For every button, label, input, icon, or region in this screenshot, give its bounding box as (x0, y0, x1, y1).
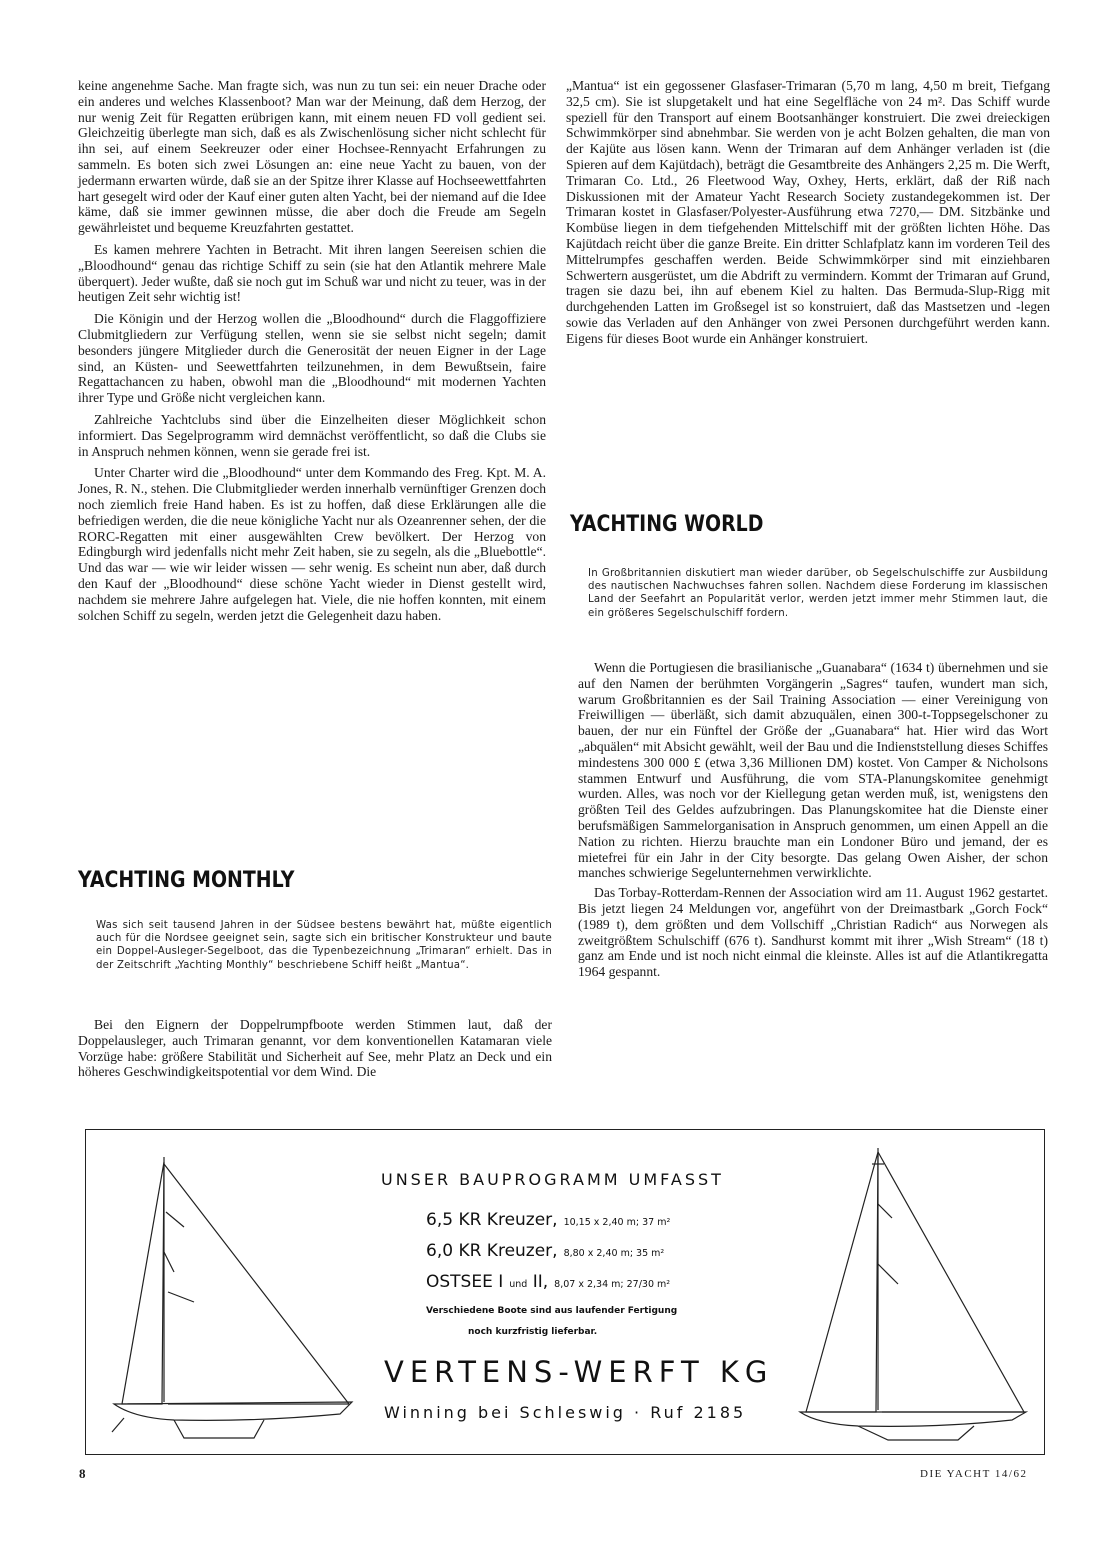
paragraph: Wenn die Portugiesen die brasilianische „Guanabara“ (1634 t) übernehmen und sie auf den Namen der berühmten Vorgängerin „Sagres“ taufen, wundert man sich, warum Großbritannien es der Sail Training Association — einer Vereinigung von Freiwilligen — überläßt, sich damit abzuquälen, einen 300-t-Toppsegelschoner zu bauen, der nur ein Fünftel der Größe der „Guanabara“ hat. Hier wird das Wort „abquälen“ mit Absicht gewählt, weil der Bau und die Indienststellung dieses Schiffes mindestens 300 000 £ (etwa 3,36 Millionen DM) kostet. Von Camper & Nicholsons stammen Entwurf und Ausführung, die vom STA-Planungskomitee genehmigt wurden. Alles, was noch vor der Kiellegung getan werden muß, ist, wenigstens den größten Teil des Geldes aufzubringen. Das Planungskomitee hat die Dienste einer berufsmäßigen Sammelorganisation in Anspruch genommen, um einen Appell an die Nation zu richten. Hierzu brauchte man ein Londoner Büro und jemand, der es mietefrei für ein Jahr in der City besorgte. Das gelang Owen Aisher, der schon manches schwierige Segelunternehmen verwirklichte. (578, 660, 1048, 881)
product-name: II, (532, 1272, 549, 1292)
ad-product-line (426, 1272, 670, 1292)
product-connector: und (509, 1279, 528, 1290)
advertisement (85, 1129, 1045, 1455)
product-name: 6,5 KR Kreuzer, (426, 1210, 558, 1230)
sailboat-illustration-left (104, 1152, 354, 1442)
paragraph: Zahlreiche Yachtclubs sind über die Einzelheiten dieser Möglichkeit schon informiert. Das Segelprogramm wird demnächst veröffentlicht, so daß die Clubs sie in Anspruch nehmen können, wenn sie gerade frei ist. (78, 411, 546, 459)
left-column (78, 78, 546, 629)
product-spec: 8,80 x 2,40 m; 35 m² (563, 1248, 665, 1259)
product-spec: 8,07 x 2,34 m; 27/30 m² (554, 1279, 671, 1290)
section-heading-yachting-monthly: YACHTING MONTHLY (78, 868, 295, 893)
paragraph: Das Torbay-Rotterdam-Rennen der Association wird am 11. August 1962 gestartet. Bis jetzt liegen 24 Meldungen vor, angeführt von der Dreimastbark „Gorch Fock“ (1989 t), dem größten und dem Vollschiff „Christian Radich“ aus Norwegen als zweitgrößtem Schulschiff (676 t). Sandhurst kommt mit ihrer „Wish Stream“ (18 t) ganz am Ende und ist noch nicht einmal die kleinste. Alles ist auf die Atlantikregatta 1964 gespannt. (578, 885, 1048, 980)
paragraph: Die Königin und der Herzog wollen die „Bloodhound“ durch die Flaggoffiziere Clubmitgliedern zur Verfügung stellen, wenn sie sie selbst nicht segeln; damit besonders jüngere Mitglieder durch die Generosität der neuen Eigner in der Lage sind, an Küsten- und Seewettfahrten teilzunehmen, in dem Bewußtsein, faire Regattachancen zu haben, obwohl man die „Bloodhound“ mit modernen Yachten ihrer Type und Größe nicht vergleichen kann. (78, 311, 546, 406)
section-heading-yachting-world: YACHTING WORLD (570, 512, 764, 537)
ad-note: noch kurzfristig lieferbar. (468, 1327, 598, 1337)
footer-magazine-issue: DIE YACHT 14/62 (920, 1468, 1028, 1480)
ad-company-name: VERTENS-WERFT KG (384, 1355, 774, 1389)
paragraph: „Mantua“ ist ein gegossener Glasfaser-Trimaran (5,70 m lang, 4,50 m breit, Tiefgang 32,5 cm). Sie ist slupgetakelt und hat eine Segelfläche von 24 m². Das Schiff wurde speziell für den Transport auf einem Bootsanhänger konstruiert. Die zwei dreieckigen Schwimmkörper sind abnehmbar. Sie werden von je acht Bolzen gehalten, die man von der Kajüte aus lösen kann. Wenn der Trimaran auf dem Anhänger verladen ist (die Spieren auf dem Kajütdach), beträgt die Gesamtbreite des Anhängers 2,25 m. Die Werft, Trimaran Co. Ltd., 26 Fleetwood Way, Oxhey, Herts, erklärt, daß der Riß nach Diskussionen mit der Amateur Yacht Research Society zustandegekommen ist. Der Trimaran kostet in Glasfaser/Polyester-Ausführung etwa 7270,— DM. Sitzbänke und Kombüse liegen in dem tiefgehenden Mittelschiff mit der größten lichten Höhe. Das Kajütdach reicht über die ganze Breite. Ein dritter Schlafplatz kann im vorderen Teil des Mittelrumpfes geschaffen werden. Beide Schwimmkörper sind mit einziehbaren Schwertern ausgerüstet, um die Abdrift zu vermindern. Kommt der Trimaran auf Grund, tragen sie dazu bei, ihn auf ebenem Kiel zu halten. Das Bermuda-Slup-Rigg mit durchgehenden Latten im Großsegel ist so konstruiert, daß das Mastsetzen und -legen sowie das Verladen auf den Anhänger von zwei Personen durchgeführt werden kann. Eigens für dieses Boot wurde ein Anhänger konstruiert. (566, 78, 1050, 346)
right-column (566, 78, 1050, 353)
lead-paragraph: In Großbritannien diskutiert man wieder darüber, ob Segelschulschiffe zur Ausbildung des nautischen Nachwuchses fahren sollen. Nachdem diese Forderung im klassischen Land der Seefahrt an Popularität verlor, werden jetzt immer mehr Stimmen laut, die ein größeres Segelschulschiff fordern. (588, 568, 1048, 619)
sailboat-illustration-right (798, 1144, 1028, 1442)
product-name: 6,0 KR Kreuzer, (426, 1241, 558, 1261)
article-body (578, 660, 1048, 984)
ad-address: Winning bei Schleswig · Ruf 2185 (384, 1403, 747, 1422)
paragraph: Unter Charter wird die „Bloodhound“ unter dem Kommando des Freg. Kpt. M. A. Jones, R. N., stehen. Die Clubmitglieder werden innerhalb vernünftiger Grenzen doch noch ziemlich freie Hand haben. Es ist zu hoffen, daß diese Erklärungen alle die befriedigen werden, die die neue königliche Yacht nur als Ozeanrenner sehen, der die RORC-Regatten mit einer ausgewählten Crew bevölkert. Der Herzog von Edingburgh wird jedenfalls nicht mehr Zeit haben, sie zu segeln, als die „Bluebottle“. Und das war — wie wir leider wissen — sehr wenig. Es scheint nun aber, daß durch den Kauf der „Bloodhound“ diese schöne Yacht wieder in Dienst gestellt wird, nachdem sie mehrere Jahre aufgelegen hat. Viele, die nie hoffen konnten, mit einem solchen Schiff zu segeln, werden jetzt die Gelegenheit dazu haben. (78, 465, 546, 623)
product-spec: 10,15 x 2,40 m; 37 m² (563, 1217, 671, 1228)
article-body (78, 1017, 552, 1080)
paragraph: Bei den Eignern der Doppelrumpfboote werden Stimmen laut, daß der Doppelausleger, auch Trimaran genannt, vor dem konventionellen Katamaran viele Vorzüge habe: größere Stabilität und Sicherheit auf See, mehr Platz an Deck und ein höheres Geschwindigkeitspotential vor dem Wind. Die (78, 1017, 552, 1080)
lead-paragraph: Was sich seit tausend Jahren in der Südsee bestens bewährt hat, müßte eigentlich auch für die Nordsee geeignet sein, sagte sich ein britischer Konstrukteur und baute ein Doppel-Ausleger-Segelboot, das die Typenbezeichnung „Trimaran“ erhielt. Das in der Zeitschrift „Yachting Monthly“ beschriebene Schiff heißt „Mantua“. (96, 920, 552, 971)
paragraph: keine angenehme Sache. Man fragte sich, was nun zu tun sei: ein neuer Drache oder ein anderes und welches Klassenboot? Man war der Meinung, daß dem Herzog, der nur wenig Zeit für Regatten erübrigen kann, mit einem neuen FD voll gedient sei. Gleichzeitig überlegte man sich, daß es als Zwischenlösung sicher nicht schlecht für ihn sei, auf einem Seekreuzer oder einer Hochsee-Rennyacht Erfahrungen zu sammeln. Es boten sich zwei Lösungen an: eine neue Yacht zu bauen, von der jedermann erwarten würde, daß sie an der Spitze ihrer Klasse auf Hochseewettfahrten hart gesegelt wird oder der Kauf einer guten alten Yacht, bei der niemand auf die Idee käme, daß sie immer gewinnen müsse, die aber doch die Freude am Segeln gewährleistet und bequeme Kreuzfahrten gestattet. (78, 78, 546, 236)
paragraph: Es kamen mehrere Yachten in Betracht. Mit ihren langen Seereisen schien die „Bloodhound“ genau das richtige Schiff zu sein (sie hat den Atlantik mehrere Male überquert). Jeder wußte, daß sie noch gut im Schuß war und nicht zu teuer, was in der heutigen Zeit sehr wichtig ist! (78, 241, 546, 305)
ad-product-line (426, 1210, 670, 1230)
product-name: OSTSEE I (426, 1272, 504, 1292)
ad-product-line (426, 1241, 664, 1261)
ad-title: UNSER BAUPROGRAMM UMFASST (381, 1170, 724, 1189)
page-number: 8 (79, 1466, 86, 1481)
ad-note: Verschiedene Boote sind aus laufender Fertigung (426, 1306, 678, 1316)
